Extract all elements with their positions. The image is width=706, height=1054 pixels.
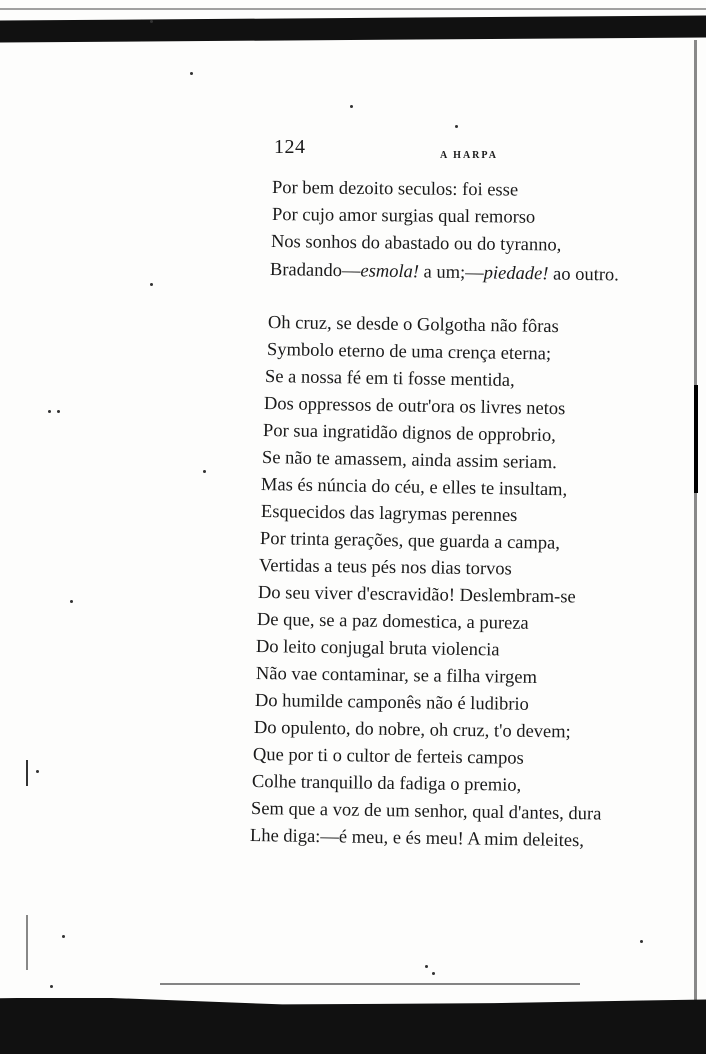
scan-speck <box>50 985 53 988</box>
scan-top-thin-line <box>0 8 706 10</box>
poem-italic-text: piedade! <box>483 263 549 285</box>
poem-line: Se não te amassem, ainda assim seriam. <box>261 448 558 474</box>
poem-line: Por sua ingratidão dignos de opprobrio, <box>262 421 557 447</box>
scan-speck <box>350 105 353 108</box>
scan-speck <box>48 410 51 413</box>
poem-line: Se a nossa fé em ti fosse mentida, <box>264 367 515 391</box>
poem-line: Por cujo amor surgias qual remorso <box>271 205 536 228</box>
poem-line: Do humilde camponês não é ludibrio <box>254 691 529 715</box>
scan-speck <box>150 20 153 23</box>
scan-speck <box>36 770 39 773</box>
poem-line: Por trinta gerações, que guarda a campa, <box>259 529 561 554</box>
poem-italic-text: esmola! <box>360 261 420 283</box>
poem-line: Do seu viver d'escravidão! Deslembram-se <box>257 583 576 608</box>
poem-line: Esquecidos das lagrymas perennes <box>260 502 518 527</box>
poem-line: Oh cruz, se desde o Golgotha não fôras <box>267 313 559 338</box>
poem-line: Do leito conjugal bruta violencia <box>255 637 500 661</box>
poem-text: ao outro. <box>548 264 620 286</box>
poem-line: Por bem dezoito seculos: foi esse <box>271 178 519 201</box>
poem-line: Nos sonhos do abastado ou do tyranno, <box>270 232 562 256</box>
scan-speck <box>425 965 428 968</box>
scan-speck <box>62 935 65 938</box>
poem-line: Do opulento, do nobre, oh cruz, t'o devem; <box>253 718 571 743</box>
scan-speck <box>150 283 153 286</box>
poem-line: Não vae contaminar, se a filha virgem <box>255 664 538 688</box>
scan-speck <box>190 72 193 75</box>
poem-line: Que por ti o cultor de ferteis campos <box>252 745 524 769</box>
poem-line: De que, se a paz domestica, a pureza <box>256 610 529 634</box>
scan-speck <box>70 600 73 603</box>
poem-line: Dos oppressos de outr'ora os livres netos <box>263 394 566 420</box>
page-right-edge-mark <box>694 385 698 493</box>
page-number: 124 <box>274 136 306 158</box>
page-left-mark-lower <box>26 915 28 970</box>
scan-speck <box>203 470 206 473</box>
scan-top-border <box>0 16 706 43</box>
scan-speck <box>432 972 435 975</box>
poem-line: Lhe diga:—é meu, e és meu! A mim deleites, <box>249 826 585 852</box>
scan-bottom-border <box>0 992 706 1054</box>
running-head: A HARPA <box>440 150 498 161</box>
poem-line: Mas és núncia do céu, e elles te insultam, <box>260 475 568 501</box>
poem-line: Vertidas a teus pés nos dias torvos <box>258 556 512 580</box>
poem-text: a um;— <box>418 262 484 284</box>
poem-line-emphasis <box>270 260 619 286</box>
scan-bottom-rule <box>160 983 580 985</box>
poem-line: Colhe tranquillo da fadiga o premio, <box>251 772 522 796</box>
poem-line: Sem que a voz de um senhor, qual d'antes, dura <box>250 799 602 825</box>
poem-text: Bradando— <box>269 260 361 282</box>
scan-speck <box>455 125 458 128</box>
page-right-edge <box>694 40 697 1000</box>
poem-line: Symbolo eterno de uma crença eterna; <box>266 340 552 365</box>
scan-speck <box>640 940 643 943</box>
page-left-mark <box>26 760 28 786</box>
scan-speck <box>57 410 60 413</box>
